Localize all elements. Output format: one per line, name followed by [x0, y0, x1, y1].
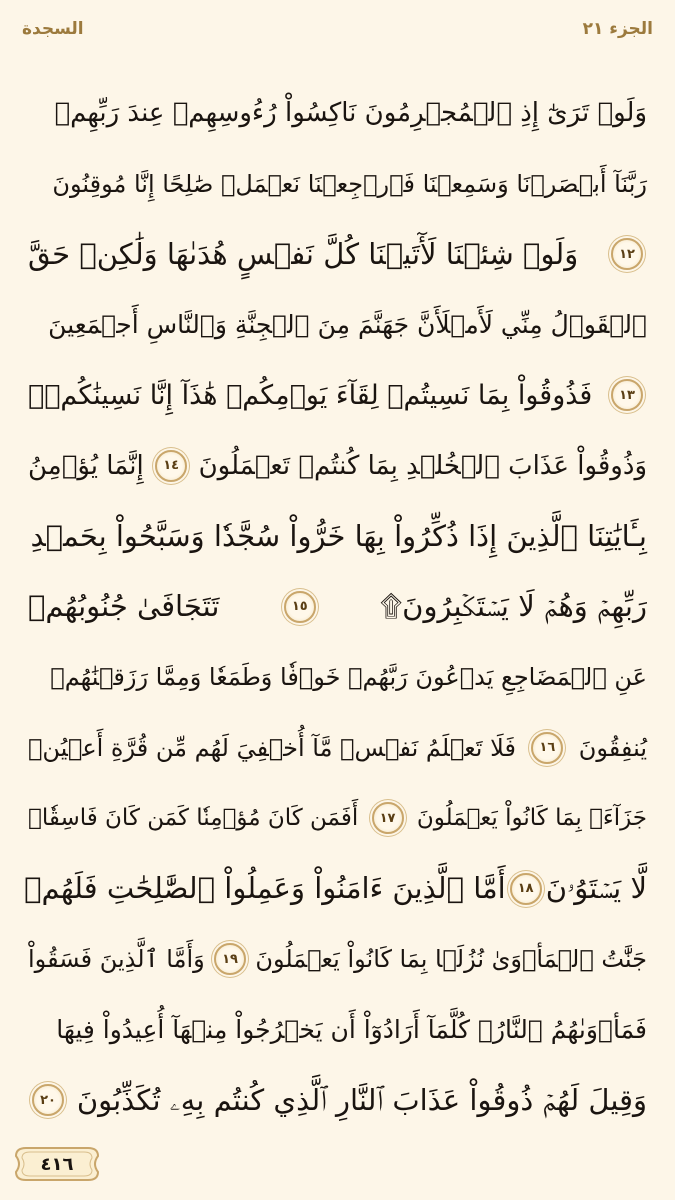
ayah-number-marker: ٢٠: [32, 1084, 64, 1116]
text-line: [28, 642, 647, 713]
verse-text: بِـَٔايَٰتِنَا ٱلَّذِينَ إِذَا ذُكِّرُواْ بِهَا خَرُّواْ سُجَّدٗا وَسَبَّحُواْ بِحَمۡدِ: [30, 518, 647, 553]
verse-text: أَفَمَن كَانَ مُؤۡمِنٗا كَمَن كَانَ فَاسِقٗاۚ: [28, 804, 359, 831]
verse-text: رَبَّنَآ أَبۡصَرۡنَا وَسَمِعۡنَا فَٱرۡجِعۡنَا نَعۡمَلۡ صَٰلِحًا إِنَّا مُوقِنُونَ: [52, 169, 647, 198]
verse-text: رَبِّهِمۡ وَهُمۡ لَا يَسۡتَكۡبِرُونَ۩: [380, 589, 647, 624]
text-line: [28, 290, 647, 361]
verse-text: فَلَا تَعۡلَمُ نَفۡسٞ مَّآ أُخۡفِيَ لَهُم مِّن قُرَّةِ أَعۡيُنٖ: [28, 733, 516, 762]
surah-name: السجدة: [22, 19, 84, 39]
verse-text: وَلَوۡ تَرَىٰٓ إِذِ ٱلۡمُجۡرِمُونَ نَاكِسُواْ رُءُوسِهِمۡ عِندَ رَبِّهِمۡ: [54, 98, 647, 129]
verse-text: وَقِيلَ لَهُمۡ ذُوقُواْ عَذَابَ ٱلنَّارِ ٱلَّذِي كُنتُم بِهِۦ تُكَذِّبُونَ: [76, 1082, 647, 1117]
verse-text: فَمَأۡوَىٰهُمُ ٱلنَّارُۖ كُلَّمَآ أَرَادُوٓاْ أَن يَخۡرُجُواْ مِنۡهَآ أُعِيدُواْ فِيهَا: [56, 1015, 647, 1045]
verse-text: وَلَوۡ شِئۡنَا لَأٓتَيۡنَا كُلَّ نَفۡسٍ هُدَىٰهَا وَلَٰكِنۡ حَقَّ: [28, 236, 579, 271]
text-line: [28, 78, 647, 149]
ayah-number-marker: ١٩: [214, 943, 246, 975]
text-line: [28, 783, 647, 854]
text-line: [28, 713, 647, 784]
ayah-number-marker: ١٨: [510, 873, 542, 905]
ayah-number-marker: ١٥: [284, 591, 316, 623]
verse-text: وَأَمَّا ٱلَّذِينَ فَسَقُواْ: [28, 945, 205, 974]
verse-text: لَّا يَسۡتَوُۥنَ: [545, 871, 647, 906]
text-line: [28, 995, 647, 1066]
page-number-badge: [12, 1144, 102, 1184]
verse-text: جَزَآءَۢ بِمَا كَانُواْ يَعۡمَلُونَ: [416, 804, 647, 831]
quran-text: [24, 78, 647, 1136]
verse-text: إِنَّمَا يُؤۡمِنُ: [28, 450, 144, 481]
text-line: [28, 360, 647, 431]
text-line: [28, 1065, 647, 1136]
page-number: ٤١٦: [40, 1153, 74, 1175]
verse-text: عَنِ ٱلۡمَضَاجِعِ يَدۡعُونَ رَبَّهُمۡ خَوۡفٗا وَطَمَعٗا وَمِمَّا رَزَقۡنَٰهُمۡ: [50, 663, 647, 692]
verse-text: يُنفِقُونَ: [578, 733, 647, 762]
text-line: [28, 924, 647, 995]
text-line: [24, 854, 647, 925]
ayah-number-marker: ١٢: [611, 238, 643, 270]
verse-text: ٱلۡقَوۡلُ مِنِّي لَأَمۡلَأَنَّ جَهَنَّمَ مِنَ ٱلۡجِنَّةِ وَٱلنَّاسِ أَجۡمَعِينَ: [48, 310, 647, 340]
ayah-number-marker: ١٤: [155, 450, 187, 482]
text-line: [28, 572, 647, 643]
page-header: [22, 12, 653, 46]
text-line: [28, 149, 647, 220]
verse-text: فَذُوقُواْ بِمَا نَسِيتُمۡ لِقَآءَ يَوۡمِكُمۡ هَٰذَآ إِنَّا نَسِينَٰكُمۡۖ: [28, 379, 593, 411]
ayah-number-marker: ١٧: [372, 802, 404, 834]
juz-label: الجزء ٢١: [582, 19, 653, 39]
verse-text: أَمَّا ٱلَّذِينَ ءَامَنُواْ وَعَمِلُواْ ٱلصَّٰلِحَٰتِ فَلَهُمۡ: [24, 871, 506, 906]
verse-text: جَنَّٰتُ ٱلۡمَأۡوَىٰ نُزُلَۢا بِمَا كَانُواْ يَعۡمَلُونَ: [255, 945, 647, 974]
ayah-number-marker: ١٣: [611, 379, 643, 411]
text-line: [28, 219, 647, 290]
verse-text: تَتَجَافَىٰ جُنُوبُهُمۡ: [28, 589, 220, 624]
text-line: [28, 431, 647, 502]
text-line: [28, 501, 647, 572]
verse-text: وَذُوقُواْ عَذَابَ ٱلۡخُلۡدِ بِمَا كُنتُمۡ تَعۡمَلُونَ: [198, 450, 647, 481]
ayah-number-marker: ١٦: [531, 732, 563, 764]
